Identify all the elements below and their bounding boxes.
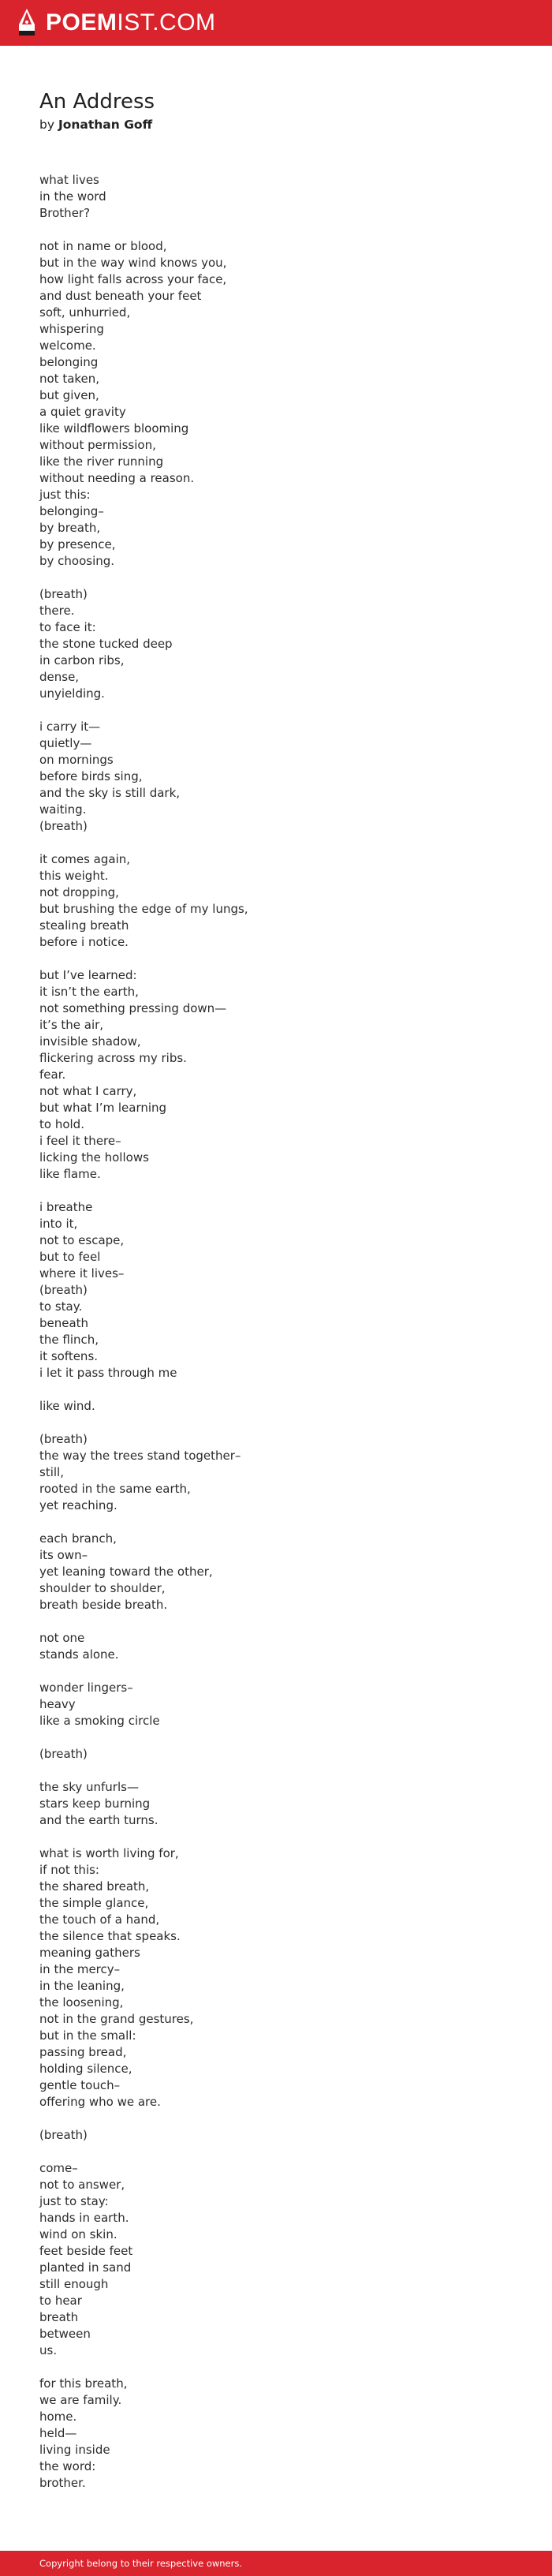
- poem-line: to face it:: [39, 620, 96, 634]
- poem-line: unyielding.: [39, 686, 105, 701]
- poem-line: the shared breath,: [39, 1879, 150, 1894]
- poem-line: breath: [39, 2310, 79, 2324]
- poem-line: between: [39, 2327, 91, 2341]
- poem-line: still,: [39, 1465, 64, 1479]
- poem-line: i feel it there–: [39, 1134, 121, 1148]
- poem-line: whispering: [39, 322, 104, 336]
- poem-line: us.: [39, 2343, 58, 2357]
- poem-line: the flinch,: [39, 1333, 99, 1347]
- poem-line: passing bread,: [39, 2045, 127, 2059]
- poem-line: not something pressing down—: [39, 1001, 227, 1015]
- poem-line: but in the small:: [39, 2028, 136, 2043]
- poem-body: [39, 172, 513, 2508]
- poem-line: how light falls across your face,: [39, 272, 227, 286]
- poem-line: stands alone.: [39, 1647, 119, 1662]
- poem-line: the silence that speaks.: [39, 1929, 181, 1943]
- pen-nib-icon: [16, 7, 38, 39]
- poem-line: the touch of a hand,: [39, 1912, 160, 1927]
- poem-line: where it lives–: [39, 1266, 125, 1281]
- poem-line: it softens.: [39, 1349, 99, 1363]
- poem-stanza: [39, 238, 513, 570]
- poem-line: i let it pass through me: [39, 1366, 177, 1380]
- poem-stanza: [39, 1630, 513, 1663]
- poem-line: heavy: [39, 1697, 76, 1711]
- poem-line: shoulder to shoulder,: [39, 1581, 166, 1595]
- poem-stanza: [39, 172, 513, 222]
- poem-line: but what I’m learning: [39, 1101, 167, 1115]
- byline: [39, 116, 155, 133]
- poem-line: by breath,: [39, 521, 101, 535]
- poem-line: feet beside feet: [39, 2244, 133, 2258]
- poem-line: wonder lingers–: [39, 1681, 133, 1695]
- poem-line: and the sky is still dark,: [39, 786, 181, 800]
- poem-line: but to feel: [39, 1250, 101, 1264]
- poem-line: i carry it—: [39, 720, 101, 734]
- poem-stanza: [39, 1431, 513, 1514]
- poem-stanza: [39, 1398, 513, 1415]
- poem-line: belonging: [39, 355, 99, 369]
- poem-line: not one: [39, 1631, 85, 1645]
- poem-stanza: [39, 1779, 513, 1829]
- poem-line: it isn’t the earth,: [39, 985, 139, 999]
- poem-line: belonging–: [39, 504, 104, 518]
- poem-line: its own–: [39, 1548, 88, 1562]
- poem-line: the word:: [39, 2459, 96, 2473]
- poem-line: what is worth living for,: [39, 1846, 179, 1860]
- poem-line: planted in sand: [39, 2260, 132, 2275]
- site-header: [0, 0, 552, 46]
- poem-line: still enough: [39, 2277, 109, 2291]
- copyright-text: Copyright belong to their respective owners.: [39, 2558, 243, 2569]
- poem-line: the stone tucked deep: [39, 637, 173, 651]
- poem-line: held—: [39, 2426, 77, 2440]
- poem-line: but given,: [39, 388, 99, 402]
- poem-heading: [39, 88, 155, 133]
- poem-line: fear.: [39, 1067, 66, 1082]
- poem-line: gentle touch–: [39, 2078, 121, 2092]
- poem-line: welcome.: [39, 338, 96, 353]
- poem-line: like wind.: [39, 1399, 95, 1413]
- poem-line: (breath): [39, 1432, 88, 1446]
- poem-line: before birds sing,: [39, 769, 143, 783]
- poem-line: offering who we are.: [39, 2095, 161, 2109]
- poem-line: it comes again,: [39, 852, 131, 866]
- poem-stanza: [39, 2160, 513, 2359]
- poem-line: what lives: [39, 173, 99, 187]
- poem-line: just this:: [39, 488, 91, 502]
- poem-stanza: [39, 851, 513, 951]
- poem-stanza: [39, 1845, 513, 2111]
- poem-line: the loosening,: [39, 1995, 124, 2010]
- poem-line: breath beside breath.: [39, 1598, 168, 1612]
- poem-line: the way the trees stand together–: [39, 1449, 241, 1463]
- poem-line: and the earth turns.: [39, 1813, 159, 1827]
- poem-line: stars keep burning: [39, 1796, 151, 1811]
- site-footer: [0, 2551, 552, 2576]
- poem-line: not in the grand gestures,: [39, 2012, 194, 2026]
- poem-line: each branch,: [39, 1531, 117, 1546]
- poem-line: dense,: [39, 670, 80, 684]
- poem-line: just to stay:: [39, 2194, 109, 2208]
- poem-line: to hold.: [39, 1117, 84, 1131]
- poem-stanza: [39, 2127, 513, 2144]
- poem-line: brother.: [39, 2476, 86, 2490]
- poem-line: living inside: [39, 2443, 110, 2457]
- poem-line: it’s the air,: [39, 1018, 104, 1032]
- poem-line: invisible shadow,: [39, 1034, 141, 1049]
- poem-line: but brushing the edge of my lungs,: [39, 902, 248, 916]
- poem-line: like a smoking circle: [39, 1714, 160, 1728]
- poem-line: we are family.: [39, 2393, 122, 2407]
- poem-stanza: [39, 1746, 513, 1763]
- poem-line: in the mercy–: [39, 1962, 121, 1976]
- author-name[interactable]: Jonathan Goff: [58, 118, 153, 132]
- poem-line: if not this:: [39, 1863, 99, 1877]
- site-logo-link[interactable]: [16, 0, 216, 46]
- poem-line: in carbon ribs,: [39, 653, 125, 667]
- poem-stanza: [39, 1680, 513, 1729]
- poem-line: not to escape,: [39, 1233, 125, 1247]
- poem-line: flickering across my ribs.: [39, 1051, 187, 1065]
- poem-line: rooted in the same earth,: [39, 1482, 191, 1496]
- poem-line: licking the hollows: [39, 1150, 149, 1165]
- poem-line: there.: [39, 604, 75, 618]
- poem-line: like the river running: [39, 454, 164, 469]
- poem-title: An Address: [39, 90, 155, 114]
- poem-line: on mornings: [39, 753, 114, 767]
- poem-line: (breath): [39, 819, 88, 833]
- poem-line: by presence,: [39, 537, 116, 551]
- poem-line: soft, unhurried,: [39, 305, 131, 320]
- poem-stanza: [39, 719, 513, 835]
- poem-line: in the word: [39, 189, 106, 204]
- poem-line: for this breath,: [39, 2376, 128, 2391]
- poem-line: this weight.: [39, 869, 109, 883]
- poem-line: not dropping,: [39, 885, 119, 899]
- brand-bold-text: POEM: [46, 9, 117, 36]
- poem-line: without needing a reason.: [39, 471, 195, 485]
- poem-line: not taken,: [39, 372, 100, 386]
- poem-line: not in name or blood,: [39, 239, 167, 253]
- poem-line: beneath: [39, 1316, 89, 1330]
- poem-line: yet leaning toward the other,: [39, 1565, 213, 1579]
- poem-line: meaning gathers: [39, 1946, 140, 1960]
- poem-line: a quiet gravity: [39, 405, 126, 419]
- poem-stanza: [39, 967, 513, 1183]
- poem-line: i breathe: [39, 1200, 93, 1214]
- poem-line: (breath): [39, 587, 88, 601]
- poem-line: not to answer,: [39, 2178, 125, 2192]
- poem-line: (breath): [39, 2128, 88, 2142]
- poem-line: stealing breath: [39, 918, 129, 933]
- poem-stanza: [39, 2376, 513, 2492]
- poem-line: come–: [39, 2161, 78, 2175]
- poem-line: like wildflowers blooming: [39, 421, 189, 436]
- poem-line: to stay.: [39, 1299, 83, 1314]
- poem-line: holding silence,: [39, 2062, 132, 2076]
- poem-line: yet reaching.: [39, 1498, 117, 1512]
- poem-line: quietly—: [39, 736, 92, 750]
- poem-stanza: [39, 1199, 513, 1381]
- poem-line: before i notice.: [39, 935, 129, 949]
- poem-stanza: [39, 586, 513, 702]
- poem-line: in the leaning,: [39, 1979, 125, 1993]
- poem-line: not what I carry,: [39, 1084, 137, 1098]
- poem-line: hands in earth.: [39, 2211, 129, 2225]
- poem-line: wind on skin.: [39, 2227, 117, 2241]
- poem-line: (breath): [39, 1283, 88, 1297]
- poem-line: (breath): [39, 1747, 88, 1761]
- poem-stanza: [39, 1531, 513, 1613]
- poem-line: waiting.: [39, 802, 87, 817]
- poem-line: Brother?: [39, 206, 91, 220]
- by-label: by: [39, 118, 55, 132]
- poem-line: without permission,: [39, 438, 156, 452]
- poem-line: like flame.: [39, 1167, 101, 1181]
- poem-line: by choosing.: [39, 554, 115, 568]
- poem-line: to hear: [39, 2294, 82, 2308]
- poem-line: the simple glance,: [39, 1896, 149, 1910]
- poem-line: and dust beneath your feet: [39, 289, 202, 303]
- poem-line: the sky unfurls—: [39, 1780, 139, 1794]
- poem-line: home.: [39, 2410, 77, 2424]
- poem-line: but I’ve learned:: [39, 968, 137, 982]
- brand-light-text: IST.COM: [117, 9, 216, 36]
- poem-line: into it,: [39, 1217, 78, 1231]
- poem-line: but in the way wind knows you,: [39, 256, 227, 270]
- site-brand: [46, 11, 216, 35]
